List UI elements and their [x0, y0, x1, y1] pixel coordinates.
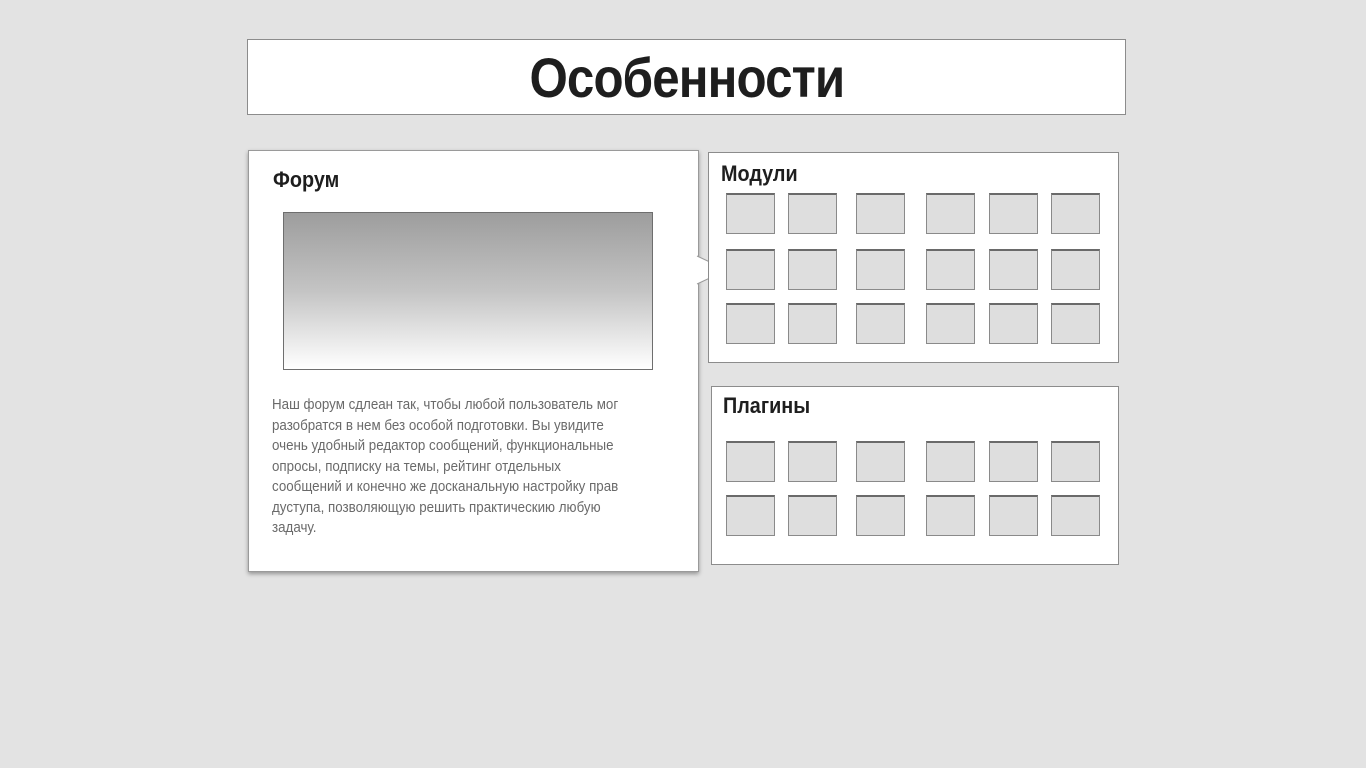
plugins-panel — [711, 386, 1119, 565]
module-tile[interactable] — [788, 249, 837, 290]
plugin-tile[interactable] — [1051, 441, 1100, 482]
module-tile[interactable] — [856, 249, 905, 290]
plugin-tile[interactable] — [926, 441, 975, 482]
modules-panel — [708, 152, 1119, 363]
module-tile[interactable] — [726, 249, 775, 290]
page-title: Особенности — [529, 46, 844, 109]
module-tile[interactable] — [989, 303, 1038, 344]
module-tile[interactable] — [989, 193, 1038, 234]
page-header — [247, 39, 1126, 115]
module-tile[interactable] — [788, 303, 837, 344]
module-tile[interactable] — [726, 303, 775, 344]
plugins-heading: Плагины — [723, 393, 811, 418]
modules-heading: Модули — [721, 161, 798, 186]
forum-card[interactable] — [248, 150, 699, 572]
plugin-tile[interactable] — [788, 441, 837, 482]
plugin-tile[interactable] — [726, 495, 775, 536]
module-tile[interactable] — [788, 193, 837, 234]
forum-description: Наш форум сдлеан так, чтобы любой пользователь мог разобратся в нем без особой подготовки. Вы увидите очень удобный редактор сообщений, функциональные опросы, подписку на темы, рейтинг отдельных сообщений и конечно же досканальную настройку прав дуступа, позволяющую решить практическию любую задачу. — [272, 396, 619, 536]
module-tile[interactable] — [989, 249, 1038, 290]
plugin-tile[interactable] — [856, 495, 905, 536]
module-tile[interactable] — [926, 193, 975, 234]
plugin-tile[interactable] — [856, 441, 905, 482]
plugin-tile[interactable] — [1051, 495, 1100, 536]
plugin-tile[interactable] — [989, 495, 1038, 536]
module-tile[interactable] — [1051, 303, 1100, 344]
module-tile[interactable] — [1051, 249, 1100, 290]
module-tile[interactable] — [926, 303, 975, 344]
plugin-tile[interactable] — [726, 441, 775, 482]
forum-heading: Форум — [273, 167, 340, 192]
plugin-tile[interactable] — [989, 441, 1038, 482]
plugin-tile[interactable] — [926, 495, 975, 536]
plugin-tile[interactable] — [788, 495, 837, 536]
module-tile[interactable] — [856, 193, 905, 234]
forum-image-placeholder — [283, 212, 653, 370]
module-tile[interactable] — [726, 193, 775, 234]
module-tile[interactable] — [856, 303, 905, 344]
module-tile[interactable] — [926, 249, 975, 290]
module-tile[interactable] — [1051, 193, 1100, 234]
